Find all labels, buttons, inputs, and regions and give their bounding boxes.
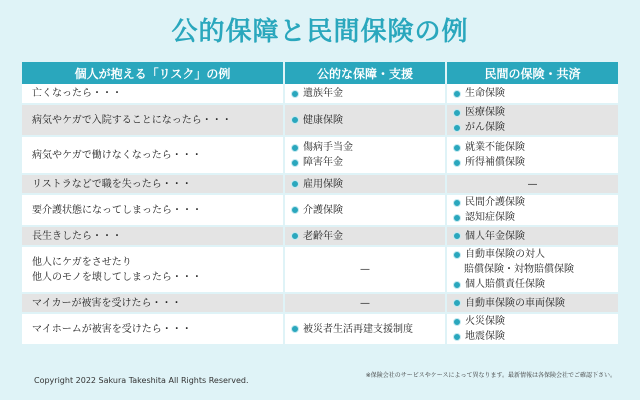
- table-row: [22, 293, 618, 313]
- private-cell: [446, 293, 618, 313]
- private-item: [453, 314, 612, 329]
- private-cell: [446, 136, 618, 174]
- risk-cell: [22, 104, 284, 136]
- table-row: [22, 194, 618, 226]
- copyright: Copyright 2022 Sakura Takeshita All Rights Reserved.: [34, 376, 249, 385]
- private-cell: [446, 226, 618, 246]
- bullet-icon: [291, 206, 299, 214]
- risk-cell: [22, 246, 284, 293]
- risk-text: 病気やケガで働けなくなったら・・・: [32, 149, 202, 161]
- comparison-table: [22, 62, 618, 346]
- private-item: [453, 229, 612, 244]
- bullet-icon: [453, 251, 461, 259]
- disclaimer-note: ※保険会社のサービスやケースによって異なります。最新情報は各保険会社でご確認下さい。: [365, 372, 616, 379]
- private-item-label: がん保険: [465, 122, 505, 133]
- table-row: [22, 136, 618, 174]
- public-cell: [284, 313, 446, 345]
- private-item: [453, 296, 612, 311]
- risk-cell: [22, 293, 284, 313]
- public-item-label: 健康保険: [303, 114, 343, 126]
- table-body: [22, 84, 618, 345]
- public-item: [291, 113, 439, 128]
- private-cell: [446, 104, 618, 136]
- risk-text: 要介護状態になってしまったら・・・: [32, 204, 202, 216]
- risk-cell: [22, 84, 284, 104]
- public-cell: [284, 226, 446, 246]
- private-item-label: 所得補償保険: [465, 157, 525, 168]
- table-row: [22, 226, 618, 246]
- risk-text: 長生きしたら・・・: [32, 230, 122, 242]
- risk-text: マイホームが被害を受けたら・・・: [32, 323, 192, 335]
- public-item-label: 老齢年金: [303, 230, 343, 242]
- public-cell: [284, 194, 446, 226]
- private-item: [453, 329, 612, 344]
- public-item-label: 介護保険: [303, 204, 343, 216]
- private-item-label: 医療保険: [465, 107, 505, 118]
- public-cell: [284, 136, 446, 174]
- bullet-icon: [453, 159, 461, 167]
- private-item: [453, 247, 612, 262]
- risk-cell: [22, 194, 284, 226]
- private-item-label: 民間介護保険: [465, 197, 525, 208]
- public-item: [291, 322, 439, 337]
- risk-text: 他人のモノを壊してしまったら・・・: [32, 271, 202, 283]
- private-item-label: 火災保険: [465, 316, 505, 327]
- public-item-label: 傷病手当金: [303, 142, 353, 153]
- public-item: [291, 155, 439, 170]
- risk-cell: [22, 313, 284, 345]
- private-item-label: 就業不能保険: [465, 142, 525, 153]
- risk-cell: [22, 174, 284, 194]
- private-item-label: 生命保険: [465, 88, 505, 99]
- bullet-icon: [291, 90, 299, 98]
- bullet-icon: [453, 199, 461, 207]
- table-row: [22, 84, 618, 104]
- header-public: 公的な保障・支援: [284, 62, 446, 84]
- bullet-icon: [453, 90, 461, 98]
- public-cell: [284, 104, 446, 136]
- public-cell: —: [284, 246, 446, 293]
- table-row: [22, 104, 618, 136]
- private-cell: [446, 246, 618, 293]
- private-item: [453, 120, 612, 135]
- private-item-label: 地震保険: [465, 331, 505, 342]
- public-item: [291, 203, 439, 218]
- bullet-icon: [453, 318, 461, 326]
- risk-cell: [22, 226, 284, 246]
- table-row: [22, 246, 618, 293]
- private-item: [453, 262, 612, 277]
- bullet-icon: [453, 109, 461, 117]
- private-item: [453, 155, 612, 170]
- table-row: [22, 174, 618, 194]
- bullet-icon: [291, 180, 299, 188]
- public-item: [291, 177, 439, 192]
- risk-text: リストラなどで職を失ったら・・・: [32, 178, 192, 190]
- private-cell: [446, 313, 618, 345]
- private-item-label: 個人賠償責任保険: [465, 279, 545, 290]
- public-item: [291, 86, 439, 101]
- private-item-label: 認知症保険: [465, 212, 515, 223]
- header-private: 民間の保険・共済: [446, 62, 618, 84]
- private-cell: [446, 194, 618, 226]
- public-cell: [284, 174, 446, 194]
- private-cell: [446, 84, 618, 104]
- bullet-icon: [291, 144, 299, 152]
- risk-text: 病気やケガで入院することになったら・・・: [32, 114, 232, 126]
- private-item-label: 個人年金保険: [465, 230, 525, 242]
- table-row: [22, 313, 618, 345]
- private-item: [453, 105, 612, 120]
- bullet-icon: [453, 281, 461, 289]
- header-risk: 個人が抱える「リスク」の例: [22, 62, 284, 84]
- risk-text: 亡くなったら・・・: [32, 88, 122, 99]
- public-item-label: 被災者生活再建支援制度: [303, 323, 413, 335]
- public-item-label: 障害年金: [303, 157, 343, 168]
- bullet-icon: [291, 116, 299, 124]
- bullet-icon: [453, 214, 461, 222]
- bullet-icon: [453, 333, 461, 341]
- bullet-icon: [453, 144, 461, 152]
- public-item-label: 雇用保険: [303, 178, 343, 190]
- public-item: [291, 229, 439, 244]
- private-item-label: 自動車保険の車両保険: [465, 297, 565, 309]
- private-item: [453, 210, 612, 225]
- public-cell: [284, 84, 446, 104]
- public-item-label: 遺族年金: [303, 88, 343, 99]
- private-item: [453, 195, 612, 210]
- risk-text: 他人にケガをさせたり: [32, 256, 132, 268]
- private-item: [453, 86, 612, 101]
- bullet-icon: [453, 299, 461, 307]
- private-item: [453, 277, 612, 292]
- private-item: [453, 140, 612, 155]
- bullet-icon: [453, 124, 461, 132]
- public-cell: —: [284, 293, 446, 313]
- page-title: 公的保障と民間保険の例: [171, 17, 469, 47]
- private-cell: —: [446, 174, 618, 194]
- private-item-label: 自動車保険の対人: [465, 249, 545, 260]
- table-header-row: [22, 62, 618, 84]
- private-item-label: 賠償保険・対物賠償保険: [464, 264, 574, 275]
- bullet-icon: [291, 232, 299, 240]
- risk-text: マイカーが被害を受けたら・・・: [32, 297, 182, 309]
- bullet-icon: [453, 232, 461, 240]
- bullet-icon: [291, 325, 299, 333]
- risk-cell: [22, 136, 284, 174]
- public-item: [291, 140, 439, 155]
- bullet-icon: [291, 159, 299, 167]
